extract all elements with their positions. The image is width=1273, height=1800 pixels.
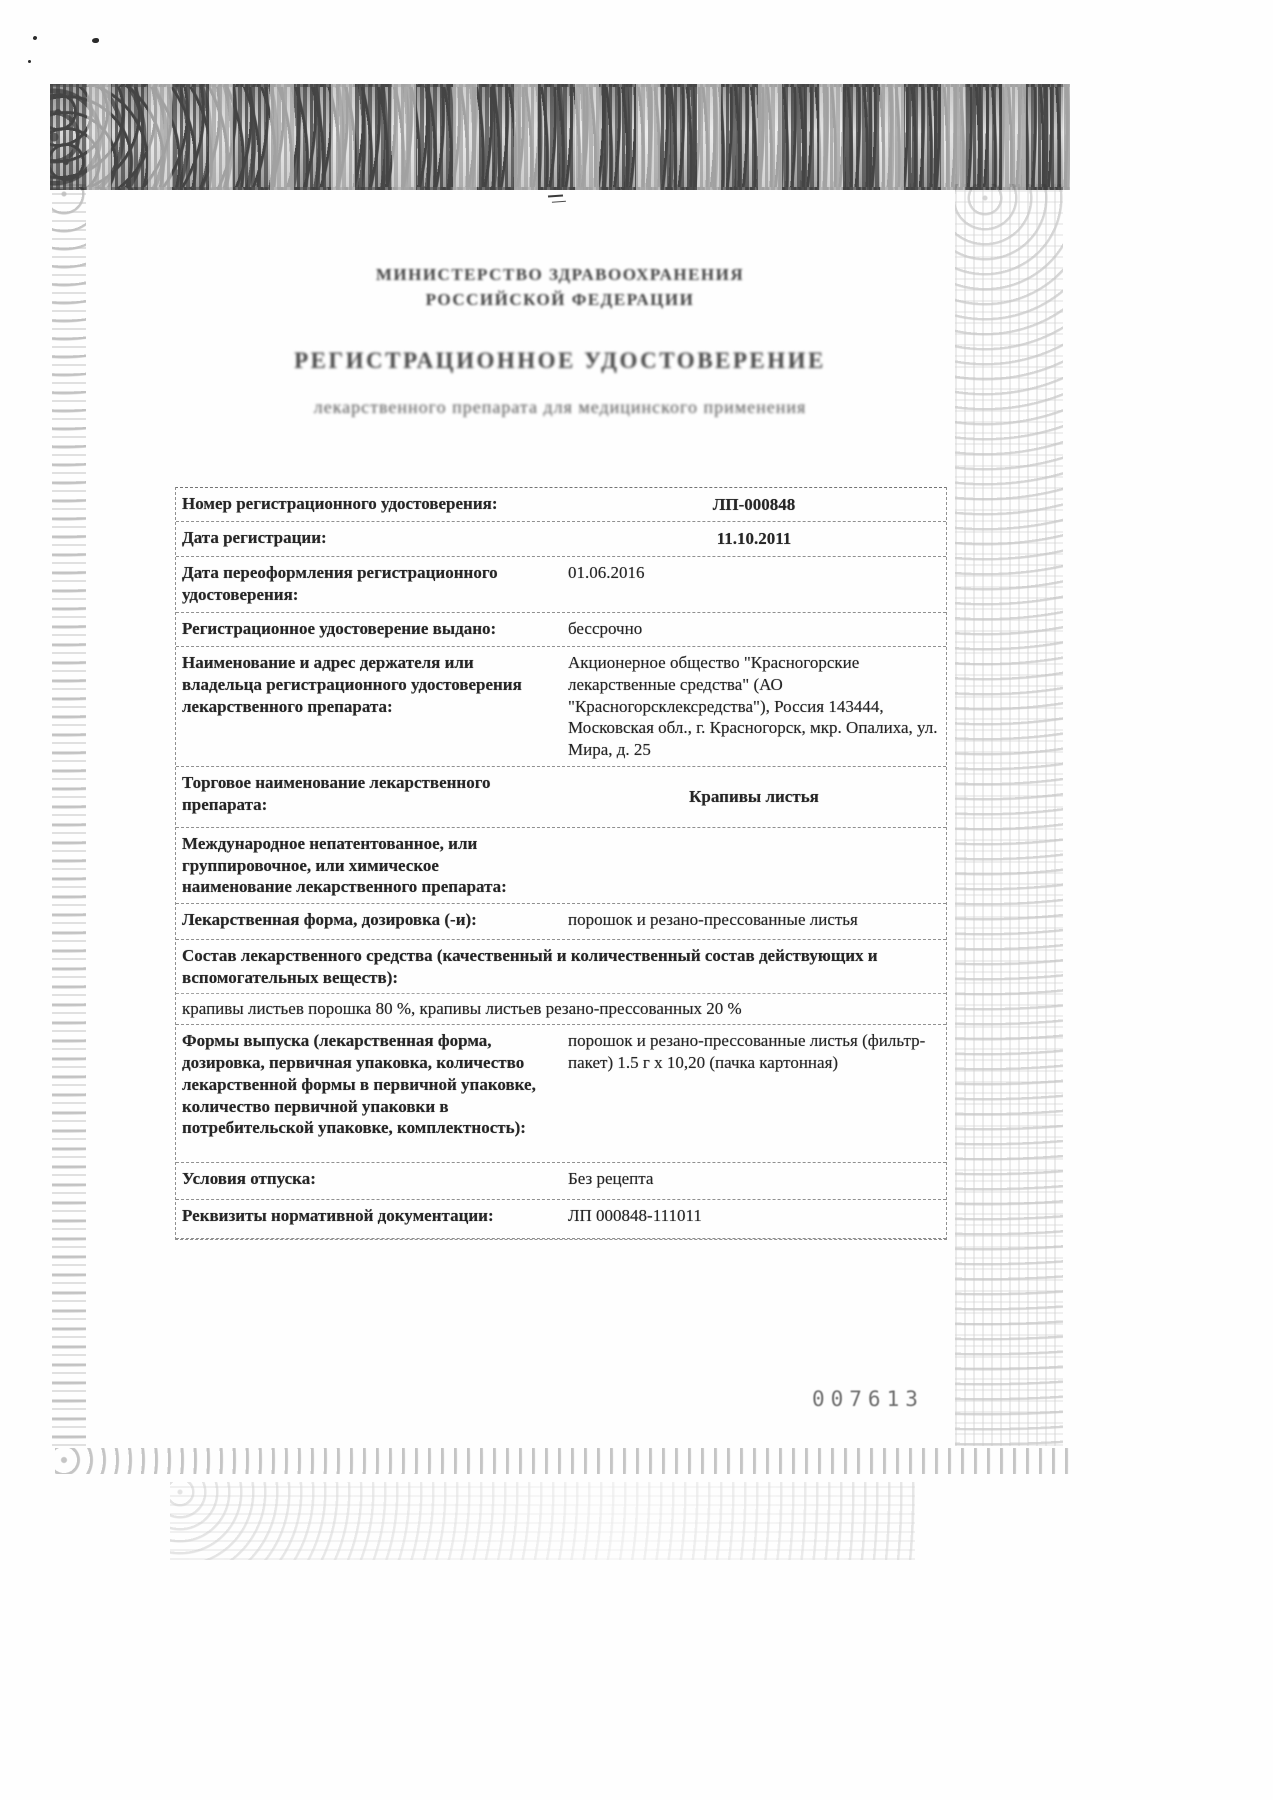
document-subtitle: лекарственного препарата для медицинского применения: [313, 397, 807, 417]
table-row-certificate-issued: [176, 613, 946, 647]
registration-table: [175, 487, 947, 1240]
table-row-inn-name: [176, 828, 946, 904]
scan-speck: [92, 38, 99, 43]
inn-name-label: Международное непатентованное, или группировочное, или химическое наименование лекарственного препарата:: [182, 833, 507, 897]
table-row-registration-number: [176, 488, 946, 522]
document-title: РЕГИСТРАЦИОННОЕ УДОСТОВЕРЕНИЕ: [294, 348, 826, 373]
reissue-date-value: 01.06.2016: [568, 563, 645, 582]
ministry-line-1: МИНИСТЕРСТВО ЗДРАВООХРАНЕНИЯ: [375, 265, 745, 284]
registration-date-value: 11.10.2011: [716, 529, 792, 549]
scan-speck: [28, 60, 31, 63]
table-row-registration-date: [176, 522, 946, 557]
certificate-issued-label: Регистрационное удостоверение выдано:: [182, 619, 497, 638]
dispensing-conditions-label: Условия отпуска:: [182, 1169, 316, 1189]
inn-name-value: [556, 828, 946, 903]
table-row-dosage-form: [176, 904, 946, 940]
table-row-dispensing-conditions: [176, 1163, 946, 1200]
normative-docs-label: Реквизиты нормативной документации:: [182, 1206, 494, 1226]
table-row-normative-docs: [176, 1200, 946, 1239]
stamp-number: 007613: [812, 1387, 924, 1411]
holder-label: Наименование и адрес держателя или владельца регистрационного удостоверения лекарственного препарата:: [182, 653, 522, 716]
composition-label: Состав лекарственного средства (качественный и количественный состав действующих и вспомогательных веществ):: [176, 940, 946, 994]
ornament-border-bottom-line: [55, 1448, 1070, 1474]
table-row-composition: [176, 940, 946, 1025]
trade-name-label: Торговое наименование лекарственного препарата:: [182, 772, 491, 814]
release-forms-label: Формы выпуска (лекарственная форма, дозировка, первичная упаковка, количество лекарственной формы в первичной упаковке, количество первичной упаковки в потребительской упаковке, комплектность):: [182, 1031, 536, 1138]
ministry-line-2: РОССИЙСКОЙ ФЕДЕРАЦИИ: [425, 290, 695, 309]
ornament-border-right: [955, 184, 1063, 1446]
holder-value: Акционерное общество "Красногорские лекарственные средства" (АО "Красногорсклексредства"), Россия 143444, Московская обл., г. Красногорск, мкр. Опалиха, ул. Мира, д. 25: [568, 653, 938, 759]
certificate-issued-value: бессрочно: [568, 619, 643, 638]
scan-artifact-dash: [548, 194, 563, 197]
ornament-border-left: [52, 184, 86, 1446]
scan-speck: [32, 35, 37, 40]
registration-number-label: Номер регистрационного удостоверения:: [182, 494, 498, 513]
dosage-form-value: порошок и резано-прессованные листья: [568, 910, 858, 929]
reissue-date-label: Дата переоформления регистрационного удостоверения:: [182, 563, 498, 604]
normative-docs-value: ЛП 000848-111011: [568, 1206, 702, 1226]
ornament-border-bottom-block: [170, 1482, 915, 1560]
table-row-holder: [176, 647, 946, 767]
table-row-release-forms: [176, 1025, 946, 1163]
table-row-trade-name: [176, 767, 946, 828]
ministry-name: [175, 262, 945, 312]
table-row-reissue-date: [176, 557, 946, 613]
dosage-form-label: Лекарственная форма, дозировка (-и):: [182, 910, 477, 929]
composition-value: крапивы листьев порошка 80 %, крапивы листьев резано-прессованных 20 %: [182, 998, 742, 1018]
trade-name-value: Крапивы листья: [689, 786, 819, 806]
release-forms-value: порошок и резано-прессованные листья (фильтр-пакет) 1.5 г х 10,20 (пачка картонная): [568, 1031, 926, 1072]
dispensing-conditions-value: Без рецепта: [568, 1169, 654, 1189]
registration-date-label: Дата регистрации:: [182, 528, 327, 547]
registration-number-value: ЛП-000848: [712, 494, 796, 514]
ornament-border-top: [50, 84, 1070, 190]
